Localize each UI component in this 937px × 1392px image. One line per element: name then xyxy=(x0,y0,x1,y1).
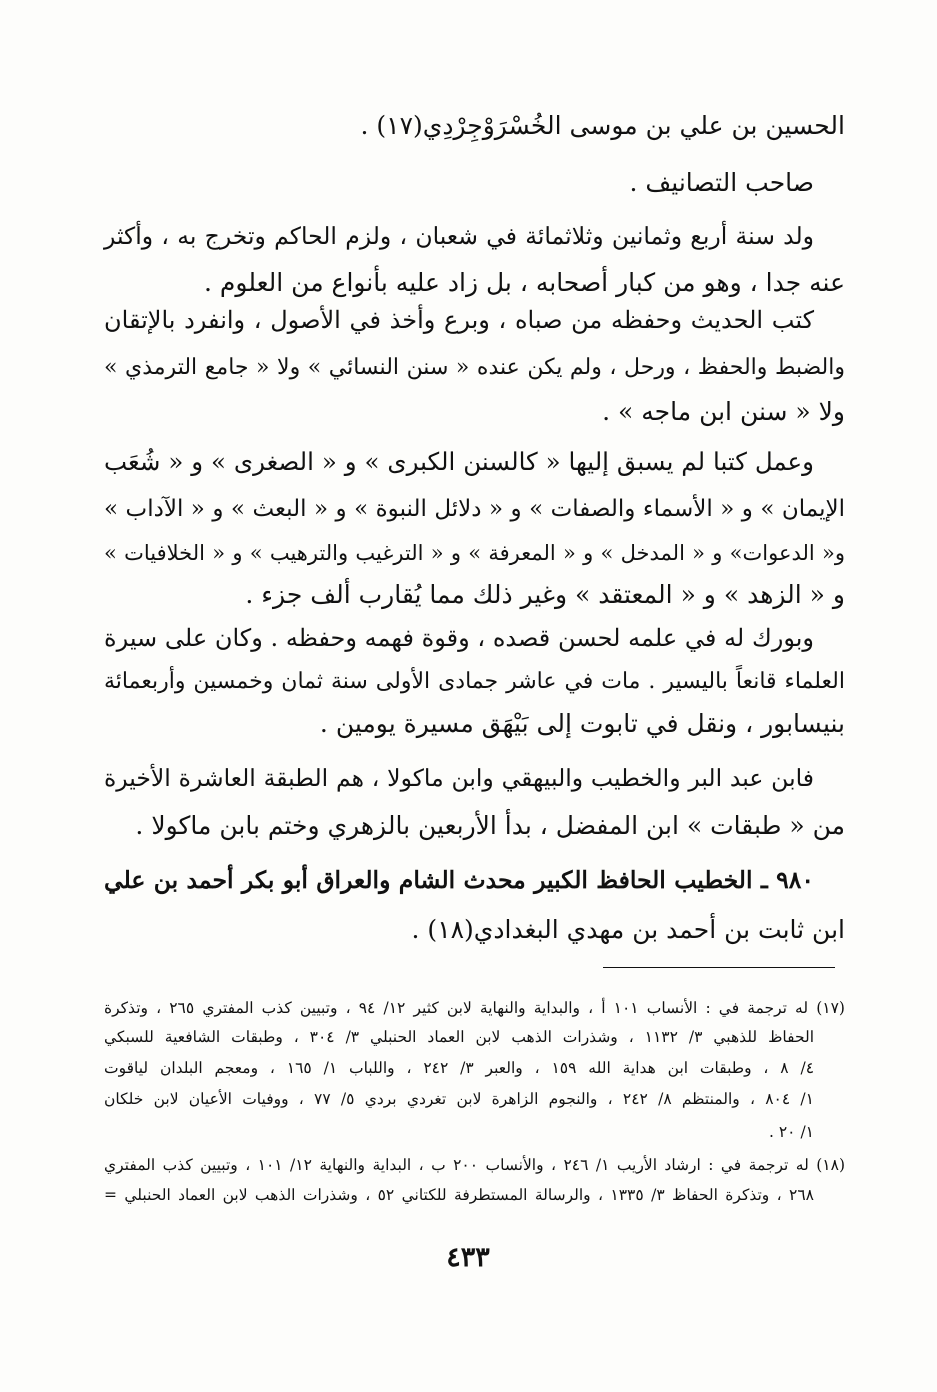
text-line: والضبط والحفظ ، ورحل ، ولم يكن عنده « سنن النسائي » ولا « جامع الترمذي » xyxy=(104,355,845,380)
text-line: ولا « سنن ابن ماجه » . xyxy=(602,397,845,426)
text-line: فابن عبد البر والخطيب والبيهقي وابن ماكولا ، هم الطبقة العاشرة الأخيرة xyxy=(104,764,814,792)
footnote-separator xyxy=(603,967,835,968)
text-line: ولد سنة أربع وثمانين وثلاثمائة في شعبان ، ولزم الحاكم وتخرج به ، وأكثر xyxy=(104,222,814,250)
entry-heading: ٩٨٠ ـ الخطيب الحافظ الكبير محدث الشام والعراق أبو بكر أحمد بن علي xyxy=(104,866,814,894)
text-line: وعمل كتبا لم يسبق إليها « كالسنن الكبرى » و « الصغرى » و « شُعَب xyxy=(104,447,814,476)
footnote-line: ٢٦٨ ، وتذكرة الحفاظ ٣/ ١٣٣٥ ، والرسالة المستطرفة للكتاني ٥٢ ، وشذرات الذهب لابن العماد الحنبلي = xyxy=(104,1186,815,1204)
text-line: و « الزهد » و « المعتقد » وغير ذلك مما يُقارب ألف جزء . xyxy=(245,580,845,609)
text-line: الحسين بن علي بن موسى الخُسْرَوْجِرْدِي(١٧) . xyxy=(360,111,845,140)
footnote-line: ١/ ٢٠ . xyxy=(769,1123,814,1141)
footnote-line: ٤/ ٨ ، وطبقات ابن هداية الله ١٥٩ ، والعبر ٣/ ٢٤٢ ، واللباب ١/ ١٦٥ ، ومعجم البلدان لياقوت xyxy=(104,1059,815,1077)
footnote-line: الحفاظ للذهبي ٣/ ١١٣٢ ، وشذرات الذهب لابن العماد الحنبلي ٣/ ٣٠٤ ، وطبقات الشافعية للسبكي xyxy=(104,1028,814,1046)
text-line: بنيسابور ، ونقل في تابوت إلى بَيْهَق مسيرة يومين . xyxy=(319,709,845,738)
text-line: صاحب التصانيف . xyxy=(629,168,814,197)
text-line: كتب الحديث وحفظه من صباه ، وبرع وأخذ في الأصول ، وانفرد بالإتقان xyxy=(104,306,814,334)
text-line: وبورك له في علمه لحسن قصده ، وقوة فهمه وحفظه . وكان على سيرة xyxy=(104,624,814,652)
text-line: ابن ثابت بن أحمد بن مهدي البغدادي(١٨) . xyxy=(411,915,845,944)
text-line: العلماء قانعاً باليسير . مات في عاشر جمادى الأولى سنة ثمان وخمسين وأربعمائة xyxy=(104,669,845,694)
text-line: الإيمان » و « الأسماء والصفات » و « دلائل النبوة » و « البعث » و « الآداب » xyxy=(104,496,845,522)
footnote-line: ١/ ٨٠٤ ، والمنتظم ٨/ ٢٤٢ ، والنجوم الزاهرة لابن تغردي بردي ٥/ ٧٧ ، ووفيات الأعيان لابن خلكان xyxy=(104,1090,814,1108)
footnote-line: (١٧) له ترجمة في : الأنساب ١٠١ أ ، والبداية والنهاية لابن كثير ١٢/ ٩٤ ، وتبيين كذب المفتري ٢٦٥ ، وتذكرة xyxy=(104,999,845,1017)
text-line: عنه جدا ، وهو من كبار أصحابه ، بل زاد عليه بأنواع من العلوم . xyxy=(204,268,845,297)
text-line: من « طبقات » ابن المفضل ، بدأ الأربعين بالزهري وختم بابن ماكولا . xyxy=(135,811,845,840)
text-line: و« الدعوات» و « المدخل » و « المعرفة » و « الترغيب والترهيب » و « الخلافيات » xyxy=(104,541,845,565)
footnote-line: (١٨) له ترجمة في : ارشاد الأريب ١/ ٢٤٦ ، والأنساب ٢٠٠ ب ، البداية والنهاية ١٢/ ١٠١ ، وتبيين كذب المفتري xyxy=(104,1156,846,1174)
page-number: ٤٣٣ xyxy=(446,1242,490,1273)
